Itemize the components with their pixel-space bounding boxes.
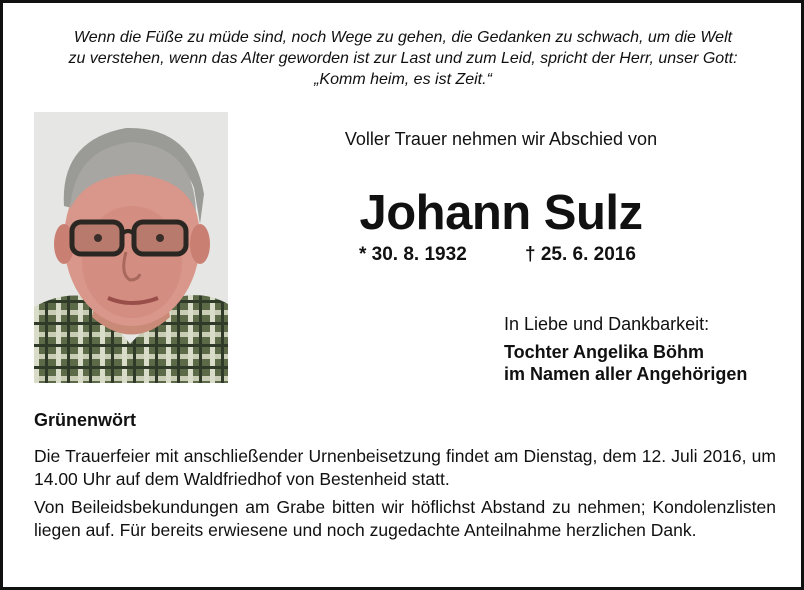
thanks-label: In Liebe und Dankbarkeit: <box>504 314 710 334</box>
farewell-intro: Voller Trauer nehmen wir Abschied von <box>344 129 658 149</box>
deceased-name: Johann Sulz <box>359 186 643 240</box>
verse-line: „Komm heim, es ist Zeit.“ <box>314 71 492 88</box>
place-name: Grünenwört <box>34 410 136 430</box>
memorial-verse <box>17 27 789 90</box>
mourner-line: Tochter Angelika Böhm <box>504 342 705 362</box>
verse-line: zu verstehen, wenn das Alter geworden ist zur Last und zum Leid, spricht der Herr, unser Gott: <box>68 50 738 67</box>
verse-line: Wenn die Füße zu müde sind, noch Wege zu gehen, die Gedanken zu schwach, um die Welt <box>73 29 733 46</box>
funeral-info: Die Trauerfeier mit anschließender Urnenbeisetzung findet am Dienstag, dem 12. Juli 2016, um 14.00 Uhr auf dem Waldfriedhof von Bestenheid statt. <box>34 446 776 489</box>
notice-body <box>34 445 776 547</box>
death-date: † 25. 6. 2016 <box>525 244 636 265</box>
portrait-photo <box>34 112 228 383</box>
life-dates <box>359 244 659 270</box>
portrait-illustration <box>34 112 228 383</box>
mourner-line: im Namen aller Angehörigen <box>504 364 748 384</box>
mourners <box>504 341 747 385</box>
birth-date: * 30. 8. 1932 <box>359 244 467 265</box>
condolence-info: Von Beileidsbekundungen am Grabe bitten wir höflichst Abstand zu nehmen; Kondolenzlisten liegen auf. Für bereits erwiesene und noch zugedachte Anteilnahme herzlichen Dank. <box>34 497 776 540</box>
